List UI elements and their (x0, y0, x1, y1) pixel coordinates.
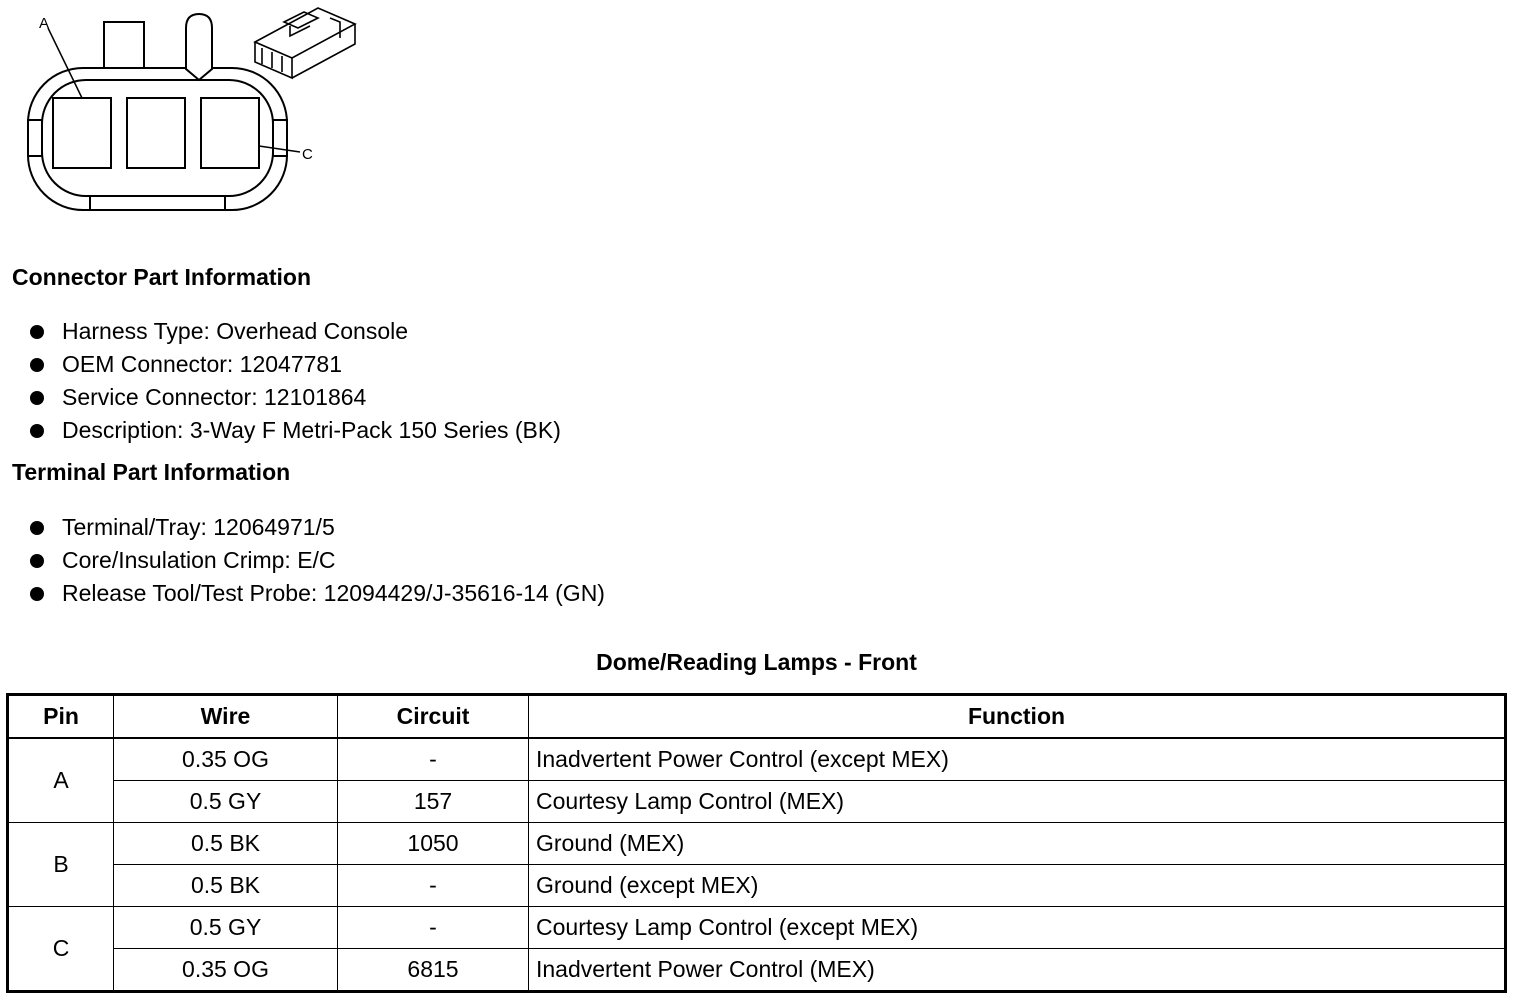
table-row (8, 949, 1506, 992)
table-row (8, 907, 1506, 949)
pin-cell: B (8, 823, 114, 907)
connector-isometric-icon (255, 8, 355, 78)
connector-lock-tab (104, 22, 144, 69)
connector-info-list (28, 315, 561, 447)
list-item: Harness Type: Overhead Console (28, 315, 561, 348)
pin-cell: A (8, 738, 114, 823)
bullet-icon (30, 424, 44, 438)
circuit-cell: - (338, 738, 529, 781)
function-cell: Inadvertent Power Control (MEX) (529, 949, 1506, 992)
pin-cell: C (8, 907, 114, 992)
callout-c: C (302, 146, 313, 163)
function-cell: Inadvertent Power Control (except MEX) (529, 738, 1506, 781)
circuit-cell: 157 (338, 781, 529, 823)
table-row (8, 865, 1506, 907)
column-header-function: Function (529, 695, 1506, 739)
bullet-icon (30, 554, 44, 568)
terminal-info-heading: Terminal Part Information (12, 459, 291, 485)
function-cell: Ground (MEX) (529, 823, 1506, 865)
bullet-icon (30, 391, 44, 405)
wire-cell: 0.5 BK (114, 823, 338, 865)
list-item: Service Connector: 12101864 (28, 381, 561, 414)
wire-cell: 0.35 OG (114, 738, 338, 781)
wire-cell: 0.5 GY (114, 781, 338, 823)
bullet-icon (30, 325, 44, 339)
column-header-circuit: Circuit (338, 695, 529, 739)
circuit-cell: 1050 (338, 823, 529, 865)
function-cell: Courtesy Lamp Control (MEX) (529, 781, 1506, 823)
table-header-row (8, 695, 1506, 739)
connector-info-heading: Connector Part Information (12, 264, 312, 290)
table-row (8, 823, 1506, 865)
table-row (8, 738, 1506, 781)
list-item: Release Tool/Test Probe: 12094429/J-35616-14 (GN) (28, 577, 605, 610)
bullet-icon (30, 521, 44, 535)
connector-key-tab (186, 14, 212, 80)
terminal-info-list (28, 511, 605, 610)
callout-a: A (39, 15, 50, 32)
circuit-cell: - (338, 865, 529, 907)
column-header-wire: Wire (114, 695, 338, 739)
bullet-icon (30, 587, 44, 601)
circuit-cell: - (338, 907, 529, 949)
table-title: Dome/Reading Lamps - Front (596, 649, 917, 675)
circuit-cell: 6815 (338, 949, 529, 992)
list-item: Terminal/Tray: 12064971/5 (28, 511, 605, 544)
cavity-b (127, 98, 185, 168)
wire-cell: 0.5 GY (114, 907, 338, 949)
list-item: Description: 3-Way F Metri-Pack 150 Series (BK) (28, 414, 561, 447)
cavity-c (201, 98, 259, 168)
column-header-pin: Pin (8, 695, 114, 739)
wire-cell: 0.35 OG (114, 949, 338, 992)
connector-housing-outer (28, 68, 287, 210)
cavity-a (53, 98, 111, 168)
connector-diagram (0, 0, 380, 225)
wire-cell: 0.5 BK (114, 865, 338, 907)
table-row (8, 781, 1506, 823)
function-cell: Ground (except MEX) (529, 865, 1506, 907)
list-item: OEM Connector: 12047781 (28, 348, 561, 381)
function-cell: Courtesy Lamp Control (except MEX) (529, 907, 1506, 949)
list-item: Core/Insulation Crimp: E/C (28, 544, 605, 577)
pinout-table (6, 693, 1507, 993)
bullet-icon (30, 358, 44, 372)
